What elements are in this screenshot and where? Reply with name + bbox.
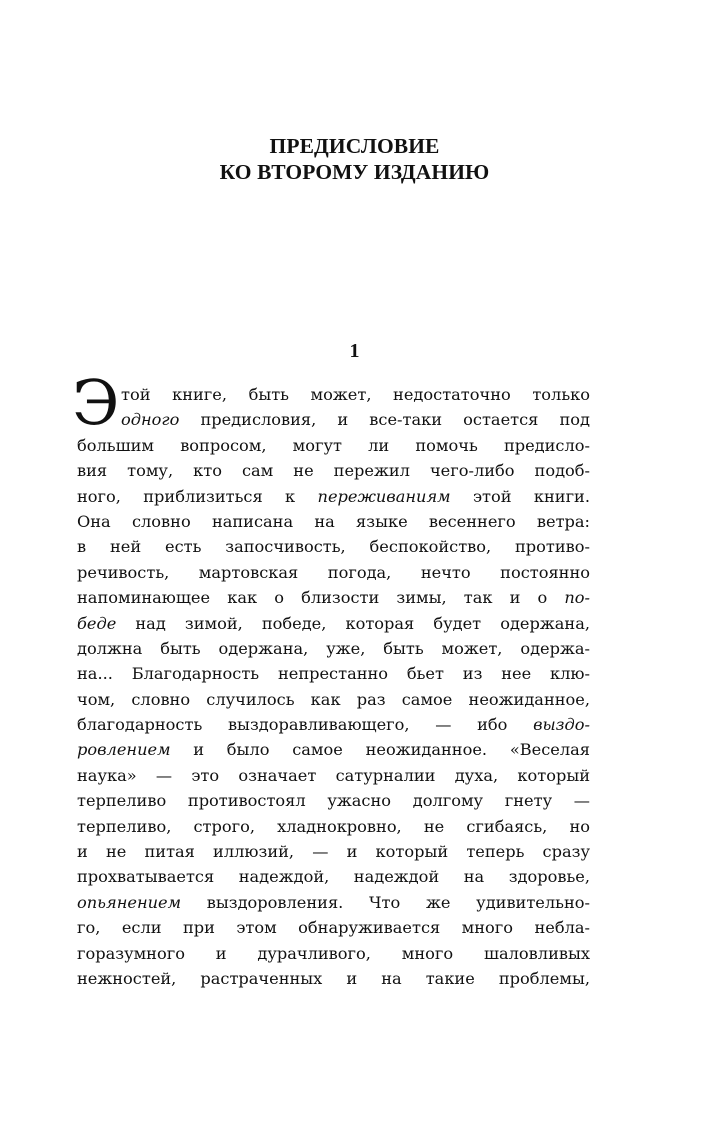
- drop-cap: Э: [72, 366, 120, 439]
- text-line: прохватывается надеждой, надеждой на здоровье,: [77, 867, 590, 887]
- body-text: [77, 382, 590, 991]
- chapter-heading-line-1: ПРЕДИСЛОВИЕ: [269, 134, 440, 158]
- text-line: терпеливо противостоял ужасно долгому гнету —: [77, 791, 590, 811]
- text-line: терпеливо, строго, хладнокровно, не сгибаясь, но: [77, 816, 590, 836]
- section-number: 1: [349, 340, 360, 362]
- text-line: напоминающее как о близости зимы, так и о по-: [77, 588, 590, 608]
- text-line: большим вопросом, могут ли помочь предисло-: [77, 435, 590, 455]
- text-line: ного, приблизиться к переживаниям этой книги.: [77, 486, 590, 506]
- chapter-heading-line-2: КО ВТОРОМУ ИЗДАНИЮ: [219, 160, 490, 184]
- text-line: на... Благодарность непрестанно бьет из нее клю-: [77, 664, 590, 684]
- text-line: нежностей, растраченных и на такие проблемы,: [77, 968, 590, 988]
- text-line: в ней есть запосчивость, беспокойство, противо-: [77, 537, 590, 557]
- text-line: вия тому, кто сам не пережил чего-либо подоб-: [77, 461, 590, 481]
- text-line: горазумного и дурачливого, много шаловливых: [77, 943, 590, 963]
- text-line: ровлением и было самое неожиданное. «Веселая: [77, 740, 590, 760]
- text-line: Она словно написана на языке весеннего ветра:: [77, 511, 590, 531]
- chapter-heading: [0, 133, 709, 185]
- text-line: речивость, мартовская погода, нечто постоянно: [77, 562, 590, 582]
- text-line: должна быть одержана, уже, быть может, одержа-: [77, 638, 590, 658]
- text-line: благодарность выздоравливающего, — ибо выздо-: [77, 715, 590, 735]
- text-line: той книге, быть может, недостаточно только: [121, 385, 590, 404]
- text-line: чом, словно случилось как раз самое неожиданное,: [77, 689, 590, 709]
- text-line: опьянением выздоровления. Что же удивительно-: [77, 892, 590, 912]
- text-line: и не питая иллюзий, — и который теперь сразу: [77, 842, 590, 862]
- text-line: беде над зимой, победе, которая будет одержана,: [77, 613, 590, 633]
- text-line: го, если при этом обнаруживается много небла-: [77, 918, 590, 938]
- text-line: одного предисловия, и все-таки остается под: [121, 410, 590, 430]
- text-line: наука» — это означает сатурналии духа, который: [77, 765, 590, 785]
